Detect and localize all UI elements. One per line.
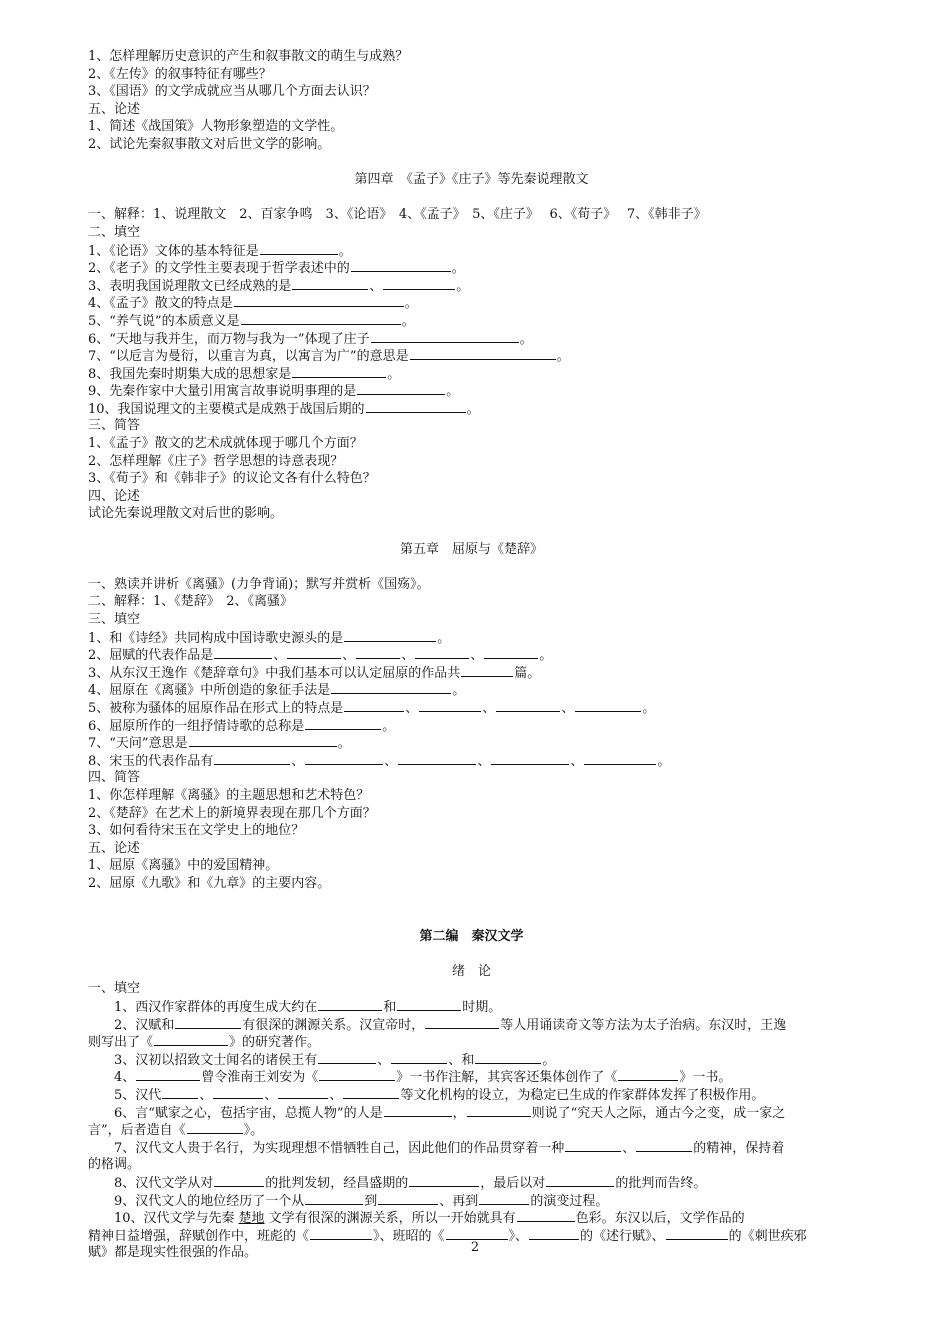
intro-fill-5: 5、汉代 、 、 、 等文化机构的设立，为稳定已生成的作家群体发挥了积极作用。 [114,1088,765,1104]
intro-fill-4 [88,1068,855,1086]
question-text: 8、我国先秦时期集大成的思想家是 [88,366,292,382]
ch4-fill-6: 6、“天地与我并生，而万物与我为一”体现了庄子 。 [88,331,533,347]
question-text: 言”，后者造自《 [88,1123,186,1139]
blank[interactable] [292,365,386,378]
question-text: 精神日益增强，辞赋创作中，班彪的《 [88,1228,310,1244]
intro-fill-7-cont: 的格调。 [88,1157,141,1173]
blank[interactable] [446,1227,508,1240]
blank[interactable] [357,382,445,395]
ch5-heading-essay: 五、论述 [88,840,141,856]
blank[interactable] [344,629,436,642]
ch5-fill-5: 5、被称为骚体的屈原作品在形式上的特点是 、 、 、 。 [88,700,656,716]
blank[interactable] [278,1086,328,1099]
ch4-fill-5: 5、“养气说”的本质意义是 。 [88,313,415,329]
blank[interactable] [378,1192,438,1205]
blank[interactable] [366,400,466,413]
question-text: 有很深的渊源关系。汉宣帝时， [242,1017,425,1033]
blank[interactable] [305,1192,363,1205]
intro-fill-10 [88,1209,855,1227]
page-number: 2 [470,1240,480,1255]
ch4-fill-8: 8、我国先秦时期集大成的思想家是 。 [88,366,401,382]
ch5-fill-6: 6、屈原所作的一组抒情诗歌的总称是 。 [88,718,396,734]
blank[interactable] [461,664,513,677]
ch4-fill-7: 7、“以卮言为曼衍，以重言为真，以寓言为广”的意思是 。 [88,349,570,365]
ch4-fill-1: 1、《论语》文体的基本特征是 。 [88,243,352,259]
blank[interactable] [491,752,569,765]
question-text: 的批判发轫，经昌盛期的 [265,1176,409,1191]
question-text: 时期。 [462,1000,502,1016]
ch5-short-3: 3、如何看待宋玉在文学史上的地位？ [88,823,305,839]
ch4-heading-fill: 二、填空 [88,224,141,240]
ch5-heading-fill: 三、填空 [88,612,141,627]
intro-fill-9 [88,1192,855,1210]
question-text: 的演变过程。 [530,1193,609,1209]
ch5-fill-2: 2、屈赋的代表作品是 、 、 、 、 。 [88,648,553,664]
question-text: 5、汉代 [114,1088,162,1104]
blank[interactable] [234,294,404,307]
blank[interactable] [351,259,451,272]
intro-fill-2-cont [88,1033,855,1051]
ch5-essay-1: 1、屈原《离骚》中的爱国精神。 [88,858,279,874]
ch4-short-1: 1、《孟子》散文的艺术成就体现于哪几个方面？ [88,436,363,452]
blank[interactable] [331,681,451,694]
intro-fill-10-cont2: 赋》都是现实性很强的作品。 [88,1245,258,1261]
question-text: 》一书。 [679,1070,732,1086]
question-text: 10、我国说理文的主要模式是成熟于战国后期的 [88,401,365,417]
ch5-heading-short: 四、简答 [88,770,141,786]
blank[interactable] [292,277,368,290]
ch5-essay-2: 2、屈原《九歌》和《九章》的主要内容。 [88,875,331,891]
question-text: 的精神，保持着 [693,1140,785,1156]
blank[interactable] [666,1227,728,1240]
question-text: 9、先秦作家中大量引用寓言故事说明事理的是 [88,384,357,400]
blank[interactable] [189,734,337,747]
blank[interactable] [565,1139,621,1152]
blank[interactable] [214,646,272,659]
blank[interactable] [305,717,381,730]
question-text: 6、言“赋家之心，苞括宇宙，总揽人物”的人是 [114,1105,383,1121]
question-text: 则说了“究天人之际，通古今之变，成一家之 [531,1105,786,1121]
blank[interactable] [187,1121,243,1134]
ch5-short-2: 2、《楚辞》在艺术上的新境界表现在那几个方面？ [88,805,376,821]
ch4-terms: 一、解释：1、说理散文 2、百家争鸣 3、《论语》 4、《孟子》 5、《庄子》 6、《荀子》 7、《韩非子》 [88,207,707,223]
blank[interactable] [344,699,404,712]
blank[interactable] [618,1068,678,1081]
blank[interactable] [517,1209,575,1222]
ch4-fill-4: 4、《孟子》散文的特点是 。 [88,296,418,312]
question-text: 》、 [508,1228,529,1244]
question-text: 3、从东汉王逸作《楚辞章句》中我们基本可以认定屈原的作品共 [88,665,461,681]
blank[interactable] [175,1016,241,1029]
blank[interactable] [636,1139,692,1152]
question-text: 7、汉代文人贵于名行，为实现理想不惜牺牲自己，因此他们的作品贯穿着一种 [114,1140,565,1156]
blank[interactable] [410,347,556,360]
question-text: 8、宋玉的代表作品有 [88,753,214,769]
ch5-short-1: 1、你怎样理解《离骚》的主题思想和艺术特色？ [88,787,370,803]
blank[interactable] [479,1192,529,1205]
question-text: 的《述行赋》、 [580,1228,665,1244]
ch3-q3: 3、《国语》的文学成就应当从哪几个方面去认识？ [88,84,376,100]
question-text: 到 [364,1193,378,1209]
blank[interactable] [162,1086,198,1099]
blank[interactable] [475,1051,541,1064]
ch3-essay-2: 2、试论先秦叙事散文对后世文学的影响。 [88,136,331,152]
intro-fill-7: 7、汉代文人贵于名行，为实现理想不惜牺牲自己，因此他们的作品贯穿着一种 、 的精神，保持着 [114,1140,785,1156]
blank[interactable] [529,1227,579,1240]
blank[interactable] [398,752,476,765]
question-text: 色彩。东汉以后，文学作品的 [575,1211,745,1227]
question-text: 3、表明我国说理散文已经成熟的是 [88,278,292,294]
question-text: 和 [383,1000,397,1016]
question-text: 》、班昭的《 [373,1228,445,1244]
question-text: 7、“天问”意思是 [88,736,188,752]
question-text: 2、《老子》的文学性主要表现于哲学表述中的 [88,261,350,277]
document-body [88,48,855,1262]
ch4-short-3: 3、《荀子》和《韩非子》的议论文各有什么特色？ [88,471,376,487]
question-text: 则写出了《 [88,1035,154,1051]
question-text: 1、和《诗经》共同构成中国诗歌史源头的是 [88,630,344,646]
ch5-fill-7: 7、“天问”意思是 。 [88,736,351,752]
blank[interactable] [356,646,400,659]
question-text: 1、西汉作家群体的再度生成大约在 [114,1000,318,1016]
ch5-terms: 二、解释：1、《楚辞》 2、《离骚》 [88,594,294,610]
blank[interactable] [425,1016,499,1029]
intro-fill-6-cont [88,1121,855,1139]
question-text: 8、汉代文学从对 [114,1176,214,1191]
ch4-short-2: 2、怎样理解《庄子》哲学思想的诗意表现？ [88,453,344,469]
blank[interactable] [214,752,290,765]
question-text: 和 [461,1052,475,1068]
ch5-fill-3 [88,664,855,682]
question-text: 2、汉赋和 [114,1017,175,1033]
ch4-essay-1: 试论先秦说理散文对后世的影响。 [88,506,284,522]
question-text: 4、 [114,1070,136,1086]
question-text: 》一书作注解，其宾客还集体创作了《 [396,1070,618,1086]
question-text: 的《刺世疾邪 [728,1228,807,1244]
question-text: 的批判而告终。 [615,1176,707,1191]
blank[interactable] [318,998,382,1011]
question-text: 5、“养气说”的本质意义是 [88,313,240,329]
ch5-fill-8: 8、宋玉的代表作品有 、 、 、 、 。 [88,753,671,769]
blank[interactable] [305,752,383,765]
question-text: 10、汉代文学与先秦 [114,1211,235,1227]
blank[interactable] [136,1068,200,1081]
question-text: 4、屈原在《离骚》中所创造的象征手法是 [88,683,331,699]
chapter-5-title: 第五章 屈原与《楚辞》 [399,541,543,557]
question-text: 6、屈原所作的一组抒情诗歌的总称是 [88,718,305,734]
question-text: 》。 [243,1123,264,1139]
blank[interactable] [419,699,481,712]
ch4-fill-3: 3、表明我国说理散文已经成熟的是 、 。 [88,278,470,294]
blank[interactable] [154,1033,228,1046]
chapter-4-title: 第四章 《孟子》《庄子》等先秦说理散文 [354,172,589,188]
question-text: 文学有很深的渊源关系，所以一开始就具有 [268,1211,516,1227]
blank[interactable] [484,646,538,659]
ch5-fill-4: 4、屈原在《离骚》中所创造的象征手法是 。 [88,683,466,699]
question-text: 曾令淮南王刘安为《 [201,1070,319,1086]
ch4-fill-2: 2、《老子》的文学性主要表现于哲学表述中的 。 [88,261,465,277]
ch5-reading: 一、熟读并讲析《离骚》(力争背诵)；默写并赏析《国殇》。 [88,576,430,592]
question-text-end: 篇。 [514,665,541,681]
intro-fill-3: 3、汉初以招致文士闻名的诸侯王有 、 、和 。 [114,1052,556,1068]
blank[interactable] [496,699,560,712]
question-text: 1、《论语》文体的基本特征是 [88,243,259,259]
question-text: 》的研究著作。 [229,1035,321,1051]
question-text: 2、屈赋的代表作品是 [88,648,214,664]
blank[interactable] [213,1086,263,1099]
blank[interactable] [260,242,338,255]
blank[interactable] [467,1104,531,1117]
filled-answer: 楚地 [238,1211,265,1227]
blank[interactable] [409,1174,479,1187]
blank[interactable] [241,312,401,325]
blank[interactable] [310,1227,372,1240]
blank[interactable] [383,277,455,290]
blank[interactable] [391,1051,447,1064]
intro-fill-2 [88,1016,855,1034]
question-text: 3、汉初以招致文士闻名的诸侯王有 [114,1052,318,1068]
question-text: 6、“天地与我并生，而万物与我为一”体现了庄子 [88,331,370,347]
blank[interactable] [214,1174,264,1187]
ch3-q2: 2、《左传》的叙事特征有哪些？ [88,66,272,82]
blank[interactable] [546,1174,614,1187]
ch4-fill-9: 9、先秦作家中大量引用寓言故事说明事理的是 。 [88,384,460,400]
ch4-heading-short: 三、简答 [88,418,141,434]
intro-heading-fill: 一、填空 [88,981,141,997]
blank[interactable] [343,1086,399,1099]
blank[interactable] [575,699,641,712]
question-text: 等文化机构的设立，为稳定已生成的作家群体发挥了积极作用。 [400,1088,765,1104]
blank[interactable] [397,998,461,1011]
intro-fill-1 [88,998,855,1016]
blank[interactable] [384,1104,452,1117]
ch3-q1: 1、怎样理解历史意识的产生和叙事散文的萌生与成熟？ [88,49,409,64]
ch5-fill-1: 1、和《诗经》共同构成中国诗歌史源头的是 。 [88,630,451,646]
question-text: ，最后以对 [480,1176,546,1191]
ch4-fill-10: 10、我国说理文的主要模式是成熟于战国后期的 。 [88,401,480,417]
question-text: 等人用诵读奇文等方法为太子治病。东汉时，王逸 [500,1017,787,1033]
blank[interactable] [584,752,656,765]
question-text: 4、《孟子》散文的特点是 [88,296,233,312]
blank[interactable] [371,330,519,343]
intro-fill-6: 6、言“赋家之心，苞括宇宙，总揽人物”的人是 ， 则说了“究天人之际，通古今之变，成一家之 [114,1105,786,1121]
blank[interactable] [319,1068,395,1081]
ch3-essay-1: 1、简述《战国策》人物形象塑造的文学性。 [88,119,344,135]
ch4-heading-essay: 四、论述 [88,488,141,504]
question-text: 9、汉代文人的地位经历了一个从 [114,1193,305,1209]
question-text: 7、“以卮言为曼衍，以重言为真，以寓言为广”的意思是 [88,349,409,365]
question-text: 5、被称为骚体的屈原作品在形式上的特点是 [88,700,344,716]
introduction-title: 绪 论 [451,963,491,979]
blank[interactable] [415,646,469,659]
intro-fill-8 [88,1174,855,1192]
blank[interactable] [287,646,341,659]
question-text: 、再到 [439,1193,479,1209]
part-2-title: 第二编 秦汉文学 [419,928,524,944]
ch3-heading-essay: 五、论述 [88,101,141,117]
blank[interactable] [318,1051,376,1064]
